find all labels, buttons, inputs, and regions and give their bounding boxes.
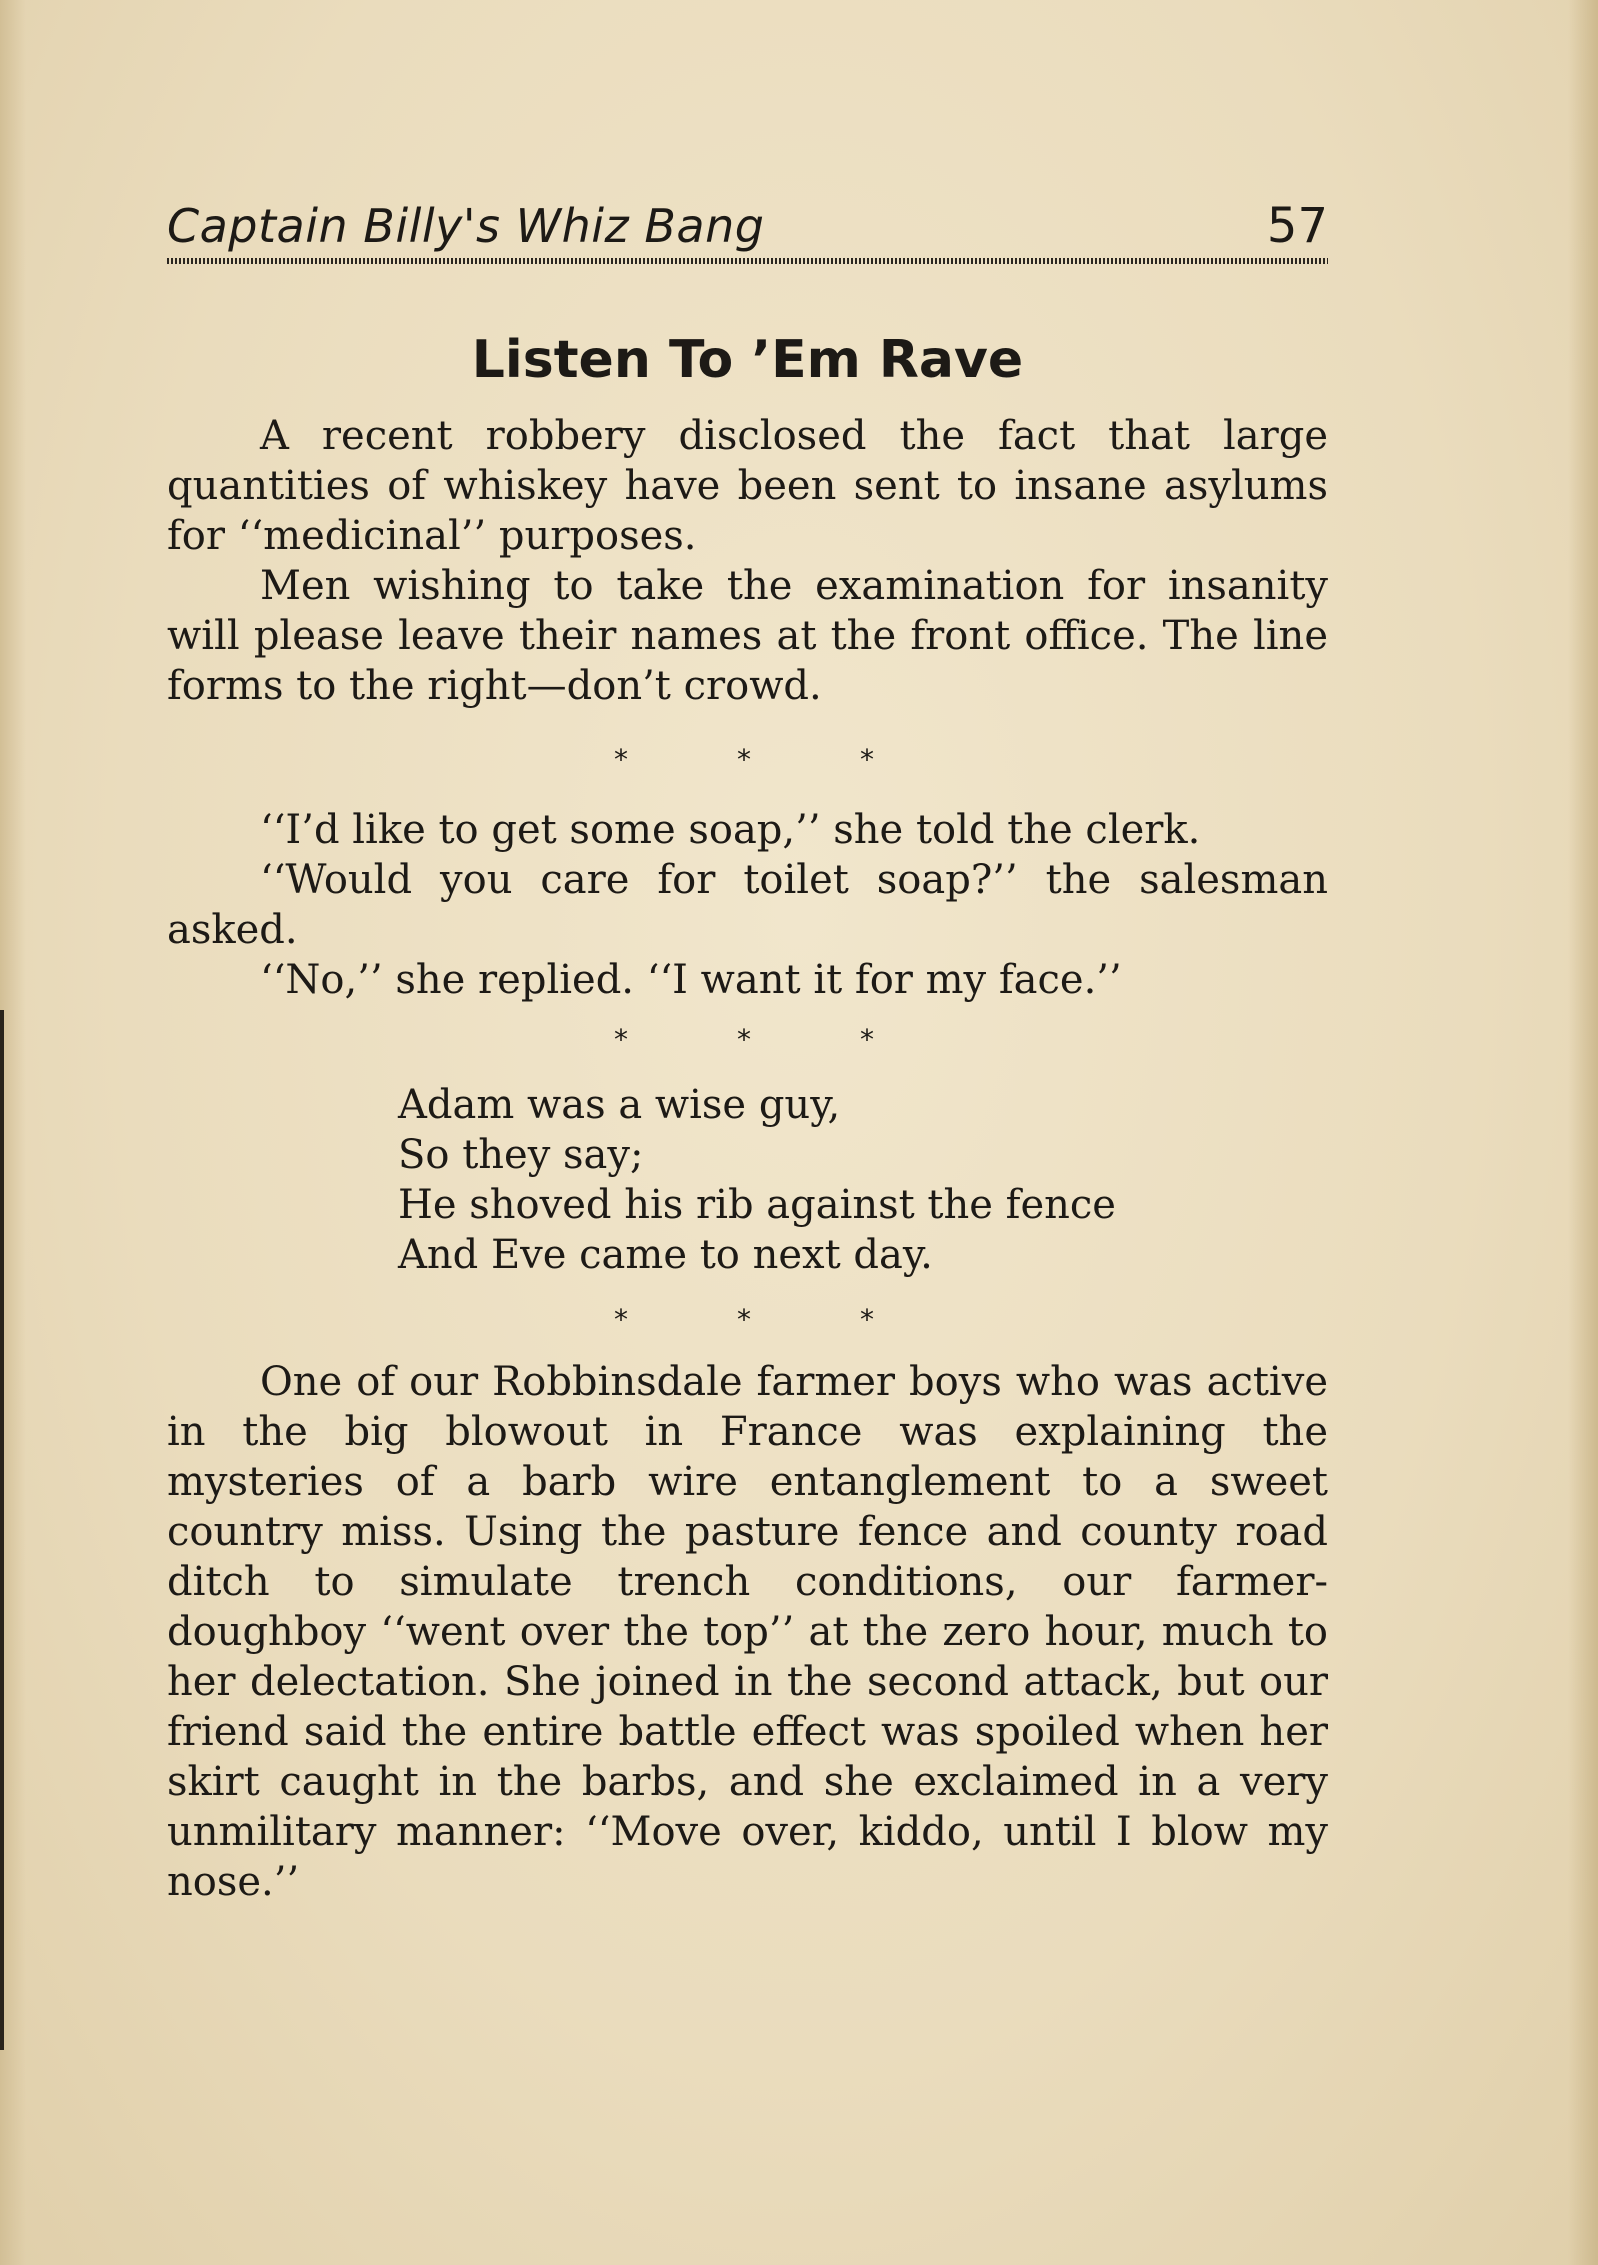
article-title: Listen To ’Em Rave [471, 330, 1024, 390]
header-rule [167, 258, 1328, 264]
joke-soap-line-1: ‘‘I’d like to get some soap,’’ she told the clerk. [260, 807, 1201, 853]
star-glyph: * [860, 1303, 874, 1336]
poem-line: So they say; [398, 1132, 644, 1178]
running-header [167, 196, 1328, 266]
star-glyph: * [614, 1303, 628, 1336]
paragraph-insanity: Men wishing to take the examination for insanity will please leave their names at the front office. The line forms to the right—don’t crowd. [167, 563, 1328, 709]
poem [398, 1080, 1298, 1280]
poem-line: He shoved his rib against the fence [398, 1182, 1116, 1228]
running-title: Captain Billy's Whiz Bang [167, 199, 765, 253]
separator-stars-1 [614, 740, 874, 780]
separator-stars-2 [614, 1020, 874, 1060]
page-number: 57 [1266, 198, 1328, 254]
star-glyph: * [860, 743, 874, 776]
star-glyph: * [737, 1023, 751, 1056]
joke-soap-line-2: ‘‘Would you care for toilet soap?’’ the salesman asked. [167, 857, 1328, 953]
poem-line: Adam was a wise guy, [398, 1082, 841, 1128]
separator-stars-3 [614, 1300, 874, 1340]
binding-edge-mark [0, 1010, 4, 2050]
page-edge-shadow-right [1568, 0, 1598, 2265]
star-glyph: * [614, 743, 628, 776]
star-glyph: * [737, 743, 751, 776]
joke-soap-line-3: ‘‘No,’’ she replied. ‘‘I want it for my face.’’ [260, 957, 1122, 1003]
paragraph-farmer-story: One of our Robbinsdale farmer boys who was active in the big blowout in France was explaining the mysteries of a barb wire entanglement to a sweet country miss. Using the pasture fence and county road ditch to simulate trench conditions, our farmer-doughboy ‘‘went over the top’’ at the zero hour, much to her delectation. She joined in the second attack, but our friend said the entire battle effect was spoiled when her skirt caught in the barbs, and she exclaimed in a very unmilitary manner: ‘‘Move over, kiddo, until I blow my nose.’’ [167, 1359, 1328, 1905]
poem-line: And Eve came to next day. [398, 1232, 933, 1278]
star-glyph: * [614, 1023, 628, 1056]
paragraph-robbery: A recent robbery disclosed the fact that large quantities of whiskey have been sent to insane asylums for ‘‘medicinal’’ purposes. [167, 413, 1328, 559]
star-glyph: * [737, 1303, 751, 1336]
star-glyph: * [860, 1023, 874, 1056]
